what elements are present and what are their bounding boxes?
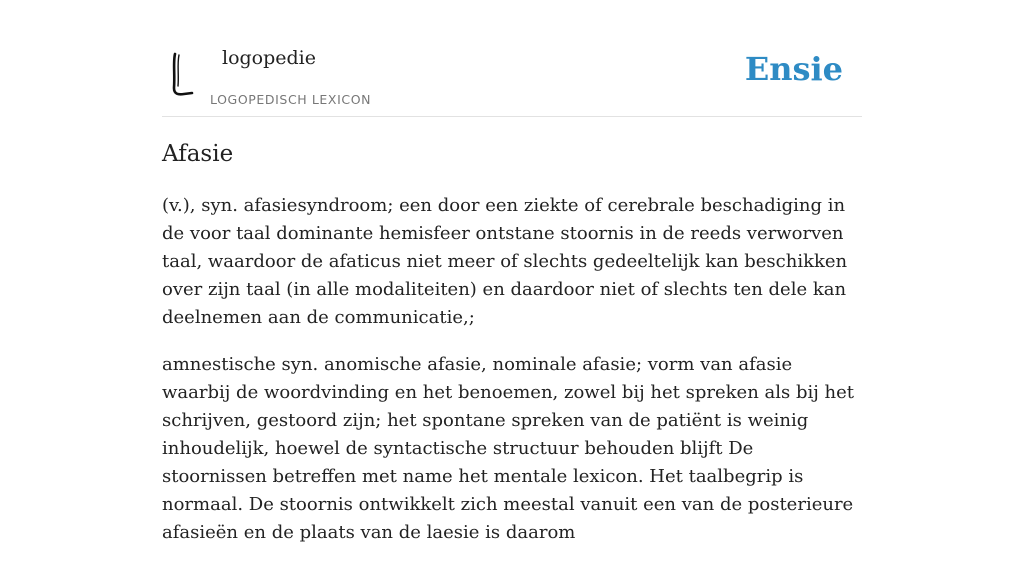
entry-content — [162, 192, 862, 566]
definition-paragraph: (v.), syn. afasiesyndroom; een door een ziekte of cerebrale beschadiging in de voor taal dominante hemisfeer ontstane stoornis in de reeds verworven taal, waardoor de afaticus niet meer of slechts gedeeltelijk kan beschikken over zijn taal (in alle modaliteiten) en daardoor niet of slechts ten dele kan deelnemen aan de communicatie,; — [162, 195, 848, 328]
site-title[interactable]: logopedie — [222, 47, 317, 69]
page-title: Afasie — [162, 141, 234, 167]
site-subtitle: LOGOPEDISCH LEXICON — [210, 92, 372, 107]
letter-l-logo-icon[interactable] — [166, 48, 206, 100]
page — [162, 0, 862, 543]
site-header — [162, 0, 862, 117]
ensie-brand-link[interactable]: Ensie — [744, 50, 843, 88]
definition-paragraph: amnestische syn. anomische afasie, nominale afasie; vorm van afasie waarbij de woordvinding en het benoemen, zowel bij het spreken als bij het schrijven, gestoord zijn; het spontane spreken van de patiënt is weinig inhoudelijk, hoewel de syntactische structuur behouden blijft De stoornissen betreffen met name het mentale lexicon. Het taalbegrip is normaal. De stoornis ontwikkelt zich meestal vanuit een van de posterieure afasieën en de plaats van de laesie is daarom — [162, 354, 855, 543]
